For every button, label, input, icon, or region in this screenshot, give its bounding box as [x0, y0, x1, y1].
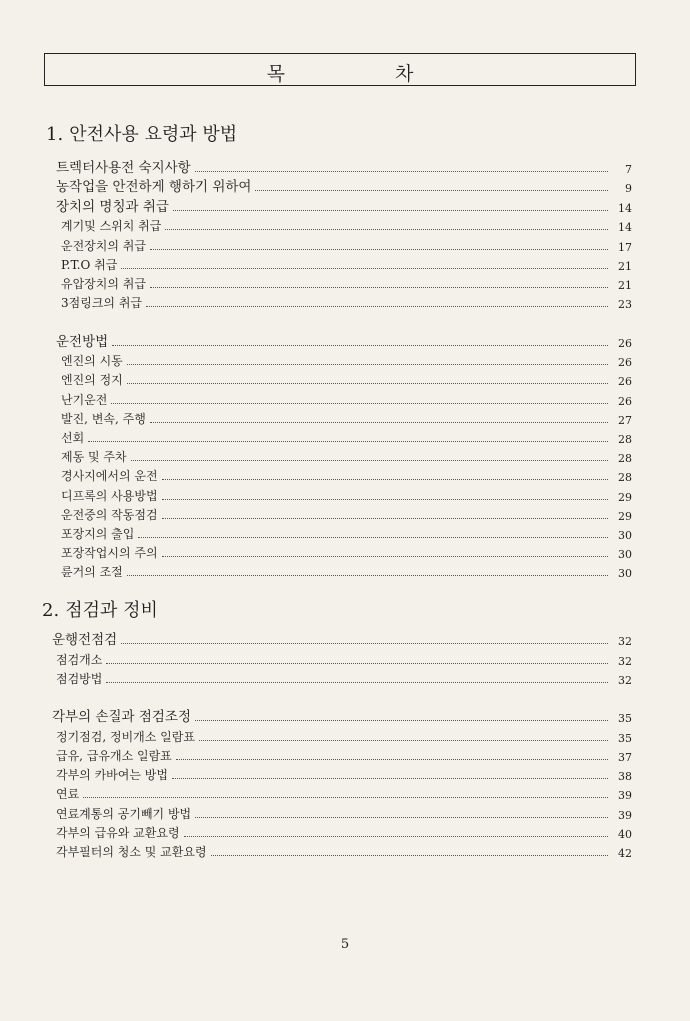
toc-entry	[61, 466, 632, 484]
toc-entry-page: 28	[618, 471, 632, 484]
toc-entry-page: 30	[618, 548, 632, 561]
toc-entry-page: 23	[618, 298, 632, 311]
toc-entry-page: 28	[618, 433, 632, 446]
toc-entry-label: 경사지에서의 운전	[61, 469, 158, 483]
dot-leader	[165, 228, 608, 230]
toc-entry	[56, 332, 632, 350]
toc-entry-page: 17	[618, 241, 632, 254]
toc-entry-page: 35	[618, 732, 632, 745]
toc-entry-page: 39	[618, 809, 632, 822]
toc-entry-page: 26	[618, 395, 632, 408]
section-number: 1.	[46, 124, 64, 145]
dot-leader	[195, 170, 608, 172]
page-title: 목 차	[266, 63, 466, 85]
toc-entry-label: 농작업을 안전하게 행하기 위하여	[56, 179, 252, 195]
toc-entry	[56, 727, 632, 745]
dot-leader	[127, 382, 608, 384]
toc-entry	[61, 543, 632, 561]
section-heading-2	[42, 596, 158, 622]
dot-leader	[138, 536, 608, 538]
toc-entry-page: 37	[618, 751, 632, 764]
toc-entry-page: 9	[625, 182, 632, 195]
page-title-box	[44, 53, 636, 86]
dot-leader	[121, 642, 608, 644]
toc-entry	[56, 158, 632, 176]
section-number: 2.	[42, 600, 60, 621]
toc-entry-label: 계기및 스위치 취급	[61, 219, 162, 233]
toc-entry	[56, 746, 632, 764]
toc-entry	[61, 293, 632, 311]
toc-entry-page: 14	[618, 221, 632, 234]
dot-leader	[106, 681, 608, 683]
toc-entry-page: 29	[618, 491, 632, 504]
toc-entry	[56, 765, 632, 783]
dot-leader	[83, 796, 608, 798]
toc-entry-page: 28	[618, 452, 632, 465]
toc-entry	[61, 390, 632, 408]
toc-entry-label: 각부필터의 청소 및 교환요령	[56, 845, 207, 859]
toc-entry	[61, 428, 632, 446]
section-heading-1	[46, 120, 237, 146]
dot-leader	[199, 739, 608, 741]
toc-entry-label: 급유, 급유개소 일람표	[56, 749, 172, 763]
toc-entry	[61, 351, 632, 369]
toc-entry-page: 40	[618, 828, 632, 841]
dot-leader	[162, 555, 608, 557]
toc-entry-label: 포장작업시의 주의	[61, 546, 158, 560]
section-title: 점검과 정비	[65, 600, 158, 621]
dot-leader	[150, 248, 608, 250]
toc-entry-page: 30	[618, 567, 632, 580]
toc-entry	[56, 823, 632, 841]
toc-entry-label: 난기운전	[61, 393, 108, 407]
toc-entry-label: P.T.O 취급	[61, 258, 118, 272]
dot-leader	[127, 363, 608, 365]
toc-entry-page: 14	[618, 202, 632, 215]
toc-entry	[61, 236, 632, 254]
dot-leader	[121, 267, 608, 269]
toc-entry	[52, 630, 632, 648]
toc-entry	[61, 409, 632, 427]
toc-entry-label: 발진, 변속, 주행	[61, 412, 146, 426]
dot-leader	[211, 854, 608, 856]
toc-entry-label: 엔진의 시동	[61, 354, 123, 368]
toc-entry-label: 륜거의 조절	[61, 565, 123, 579]
toc-entry-label: 장치의 명칭과 취급	[56, 199, 169, 215]
toc-entry-label: 3점링크의 취급	[61, 296, 143, 310]
toc-entry-label: 운행전점검	[52, 632, 118, 648]
toc-entry-label: 엔진의 정지	[61, 373, 123, 387]
toc-entry-page: 30	[618, 529, 632, 542]
toc-entry	[61, 486, 632, 504]
toc-entry-label: 운전중의 작동점검	[61, 508, 158, 522]
toc-entry-label: 트렉터사용전 숙지사항	[56, 160, 191, 176]
section-title: 안전사용 요령과 방법	[69, 124, 238, 145]
dot-leader	[131, 459, 608, 461]
dot-leader	[162, 498, 608, 500]
toc-entry-label: 각부의 손질과 점검조정	[52, 709, 191, 725]
dot-leader	[162, 478, 608, 480]
dot-leader	[195, 719, 608, 721]
toc-entry-page: 32	[618, 674, 632, 687]
toc-entry-page: 35	[618, 712, 632, 725]
toc-entry	[61, 274, 632, 292]
dot-leader	[150, 421, 608, 423]
toc-entry	[61, 370, 632, 388]
toc-entry-label: 점검개소	[56, 653, 103, 667]
toc-entry	[56, 197, 632, 215]
toc-entry-label: 정기점검, 정비개소 일람표	[56, 730, 195, 744]
toc-entry-label: 점검방법	[56, 672, 103, 686]
toc-entry	[61, 447, 632, 465]
toc-entry-page: 42	[618, 847, 632, 860]
dot-leader	[184, 835, 608, 837]
page-number: 5	[340, 937, 350, 952]
toc-entry	[52, 707, 632, 725]
toc-entry-label: 각부의 급유와 교환요령	[56, 826, 180, 840]
toc-entry	[61, 562, 632, 580]
dot-leader	[255, 189, 608, 191]
toc-entry	[56, 650, 632, 668]
toc-entry-page: 32	[618, 655, 632, 668]
toc-entry	[61, 216, 632, 234]
toc-entry-label: 디프록의 사용방법	[61, 489, 158, 503]
toc-entry	[56, 177, 632, 195]
toc-entry-page: 26	[618, 375, 632, 388]
dot-leader	[162, 517, 608, 519]
toc-entry	[61, 524, 632, 542]
toc-entry	[61, 505, 632, 523]
dot-leader	[195, 816, 608, 818]
dot-leader	[173, 209, 608, 211]
toc-entry-label: 유압장치의 취급	[61, 277, 146, 291]
dot-leader	[106, 662, 608, 664]
toc-entry-page: 7	[625, 163, 632, 176]
dot-leader	[127, 574, 608, 576]
toc-entry-label: 각부의 카바여는 방법	[56, 768, 168, 782]
toc-entry-page: 21	[618, 279, 632, 292]
toc-entry	[61, 255, 632, 273]
toc-entry	[56, 784, 632, 802]
toc-entry-label: 연료계통의 공기빼기 방법	[56, 807, 192, 821]
dot-leader	[111, 402, 608, 404]
toc-entry-page: 21	[618, 260, 632, 273]
toc-entry-label: 운전방법	[56, 334, 109, 350]
dot-leader	[112, 344, 608, 346]
toc-entry-label: 제동 및 주차	[61, 450, 127, 464]
dot-leader	[176, 758, 608, 760]
toc-entry	[56, 669, 632, 687]
toc-entry-page: 27	[618, 414, 632, 427]
toc-entry-page: 26	[618, 337, 632, 350]
dot-leader	[172, 777, 608, 779]
toc-entry-page: 29	[618, 510, 632, 523]
toc-entry	[56, 842, 632, 860]
toc-entry-label: 운전장치의 취급	[61, 239, 146, 253]
toc-entry-page: 38	[618, 770, 632, 783]
toc-entry-page: 26	[618, 356, 632, 369]
dot-leader	[88, 440, 608, 442]
toc-entry-page: 39	[618, 789, 632, 802]
dot-leader	[150, 286, 608, 288]
toc-entry-page: 32	[618, 635, 632, 648]
dot-leader	[146, 305, 608, 307]
toc-entry-label: 연료	[56, 787, 80, 801]
toc-entry-label: 선회	[61, 431, 85, 445]
toc-entry	[56, 804, 632, 822]
toc-entry-label: 포장지의 출입	[61, 527, 135, 541]
